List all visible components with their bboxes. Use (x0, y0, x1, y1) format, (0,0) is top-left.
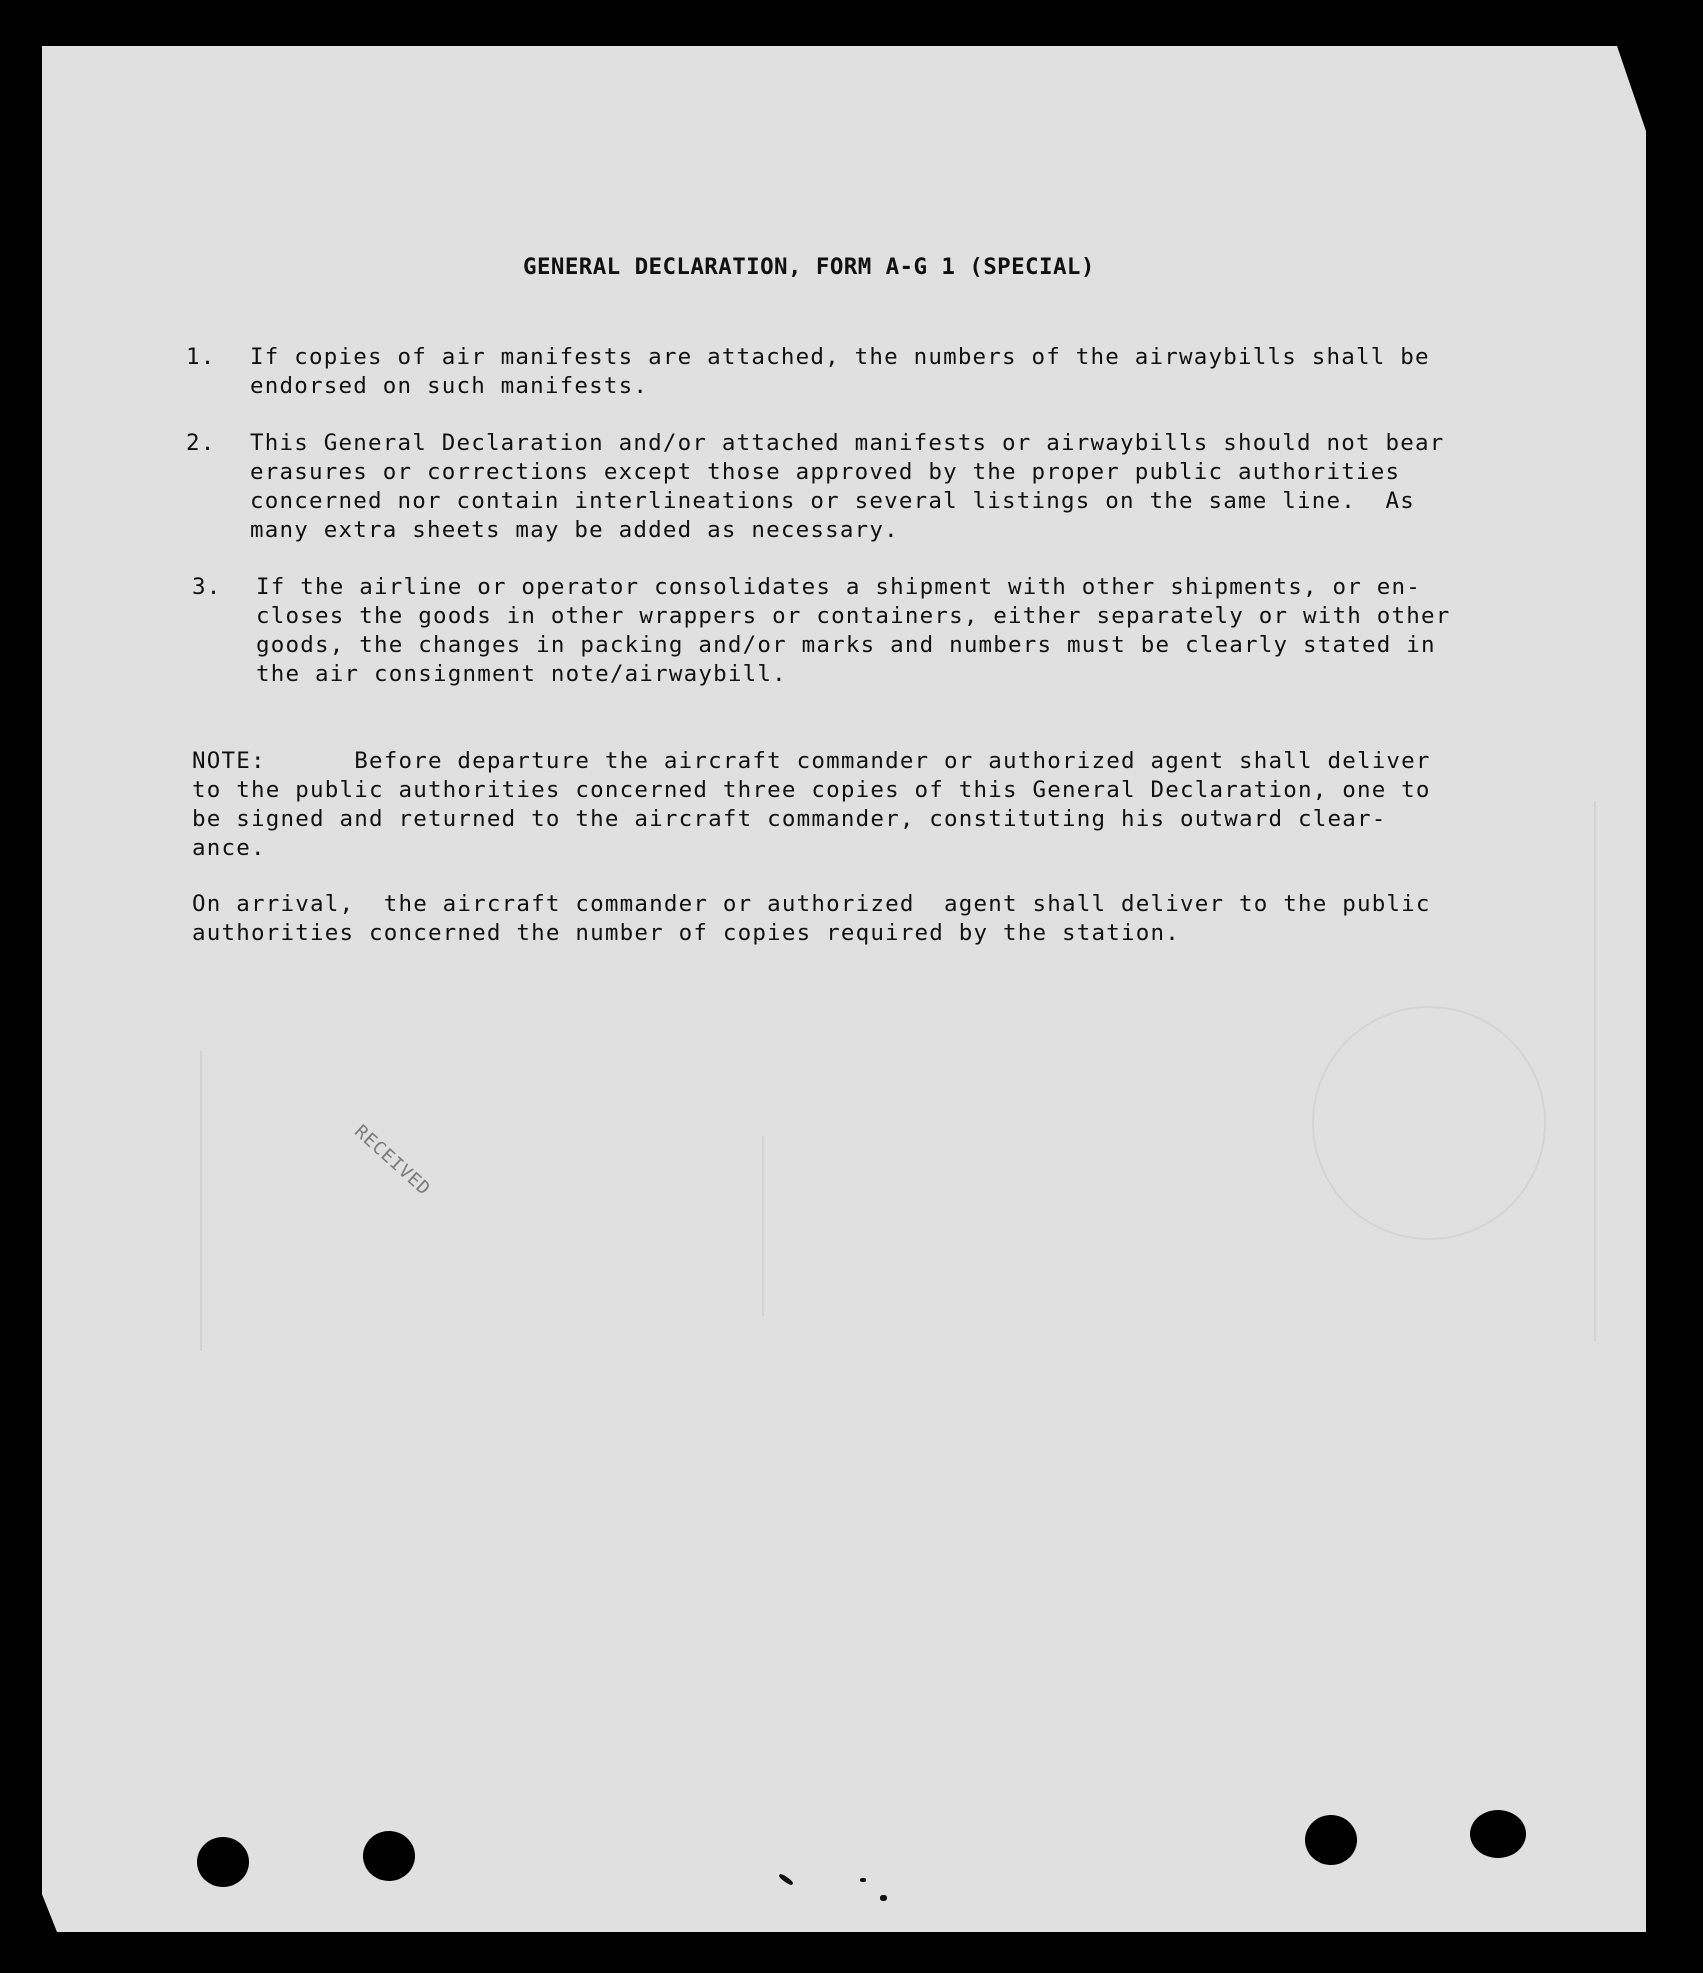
ink-speck (880, 1895, 887, 1901)
document-title: GENERAL DECLARATION, FORM A-G 1 (SPECIAL) (523, 254, 1095, 280)
arrival-paragraph: On arrival, the aircraft commander or authorized agent shall deliver to the public authorities concerned the number of copies required by the station. (192, 891, 1431, 946)
punch-hole (1305, 1815, 1357, 1865)
punch-hole (1470, 1810, 1526, 1858)
faint-stamp-oval (1312, 1006, 1546, 1240)
item-text: This General Declaration and/or attached manifests or airwaybills should not bear erasures or corrections except those approved by the proper public authorities concerned nor contain interlineations or several listings on the same line. As many extra sheets may be added as necessary. (250, 430, 1445, 543)
item-number: 2. (186, 430, 216, 456)
item-text: If copies of air manifests are attached, the numbers of the airwaybills shall be endorsed on such manifests. (250, 344, 1430, 399)
item-number: 3. (192, 574, 222, 600)
show-through-line (200, 1051, 202, 1351)
faint-stamp-text: RECEIVED (350, 1121, 435, 1200)
item-number: 1. (186, 344, 216, 370)
show-through-line (762, 1136, 764, 1316)
show-through-line (1594, 801, 1596, 1341)
note-paragraph: NOTE: Before departure the aircraft commander or authorized agent shall deliver to the public authorities concerned three copies of this General Declaration, one to be signed and returned to the aircraft commander, constituting his outward clear- ance. (192, 748, 1431, 861)
punch-hole (363, 1831, 415, 1881)
paper-sheet (42, 46, 1646, 1932)
ink-speck (860, 1878, 866, 1882)
punch-hole (197, 1837, 249, 1887)
item-text: If the airline or operator consolidates a shipment with other shipments, or en- closes the goods in other wrappers or containers, either separately or with other goods, the changes in packing and/or marks and numbers must be clearly stated in the air consignment note/airwaybill. (256, 574, 1451, 687)
